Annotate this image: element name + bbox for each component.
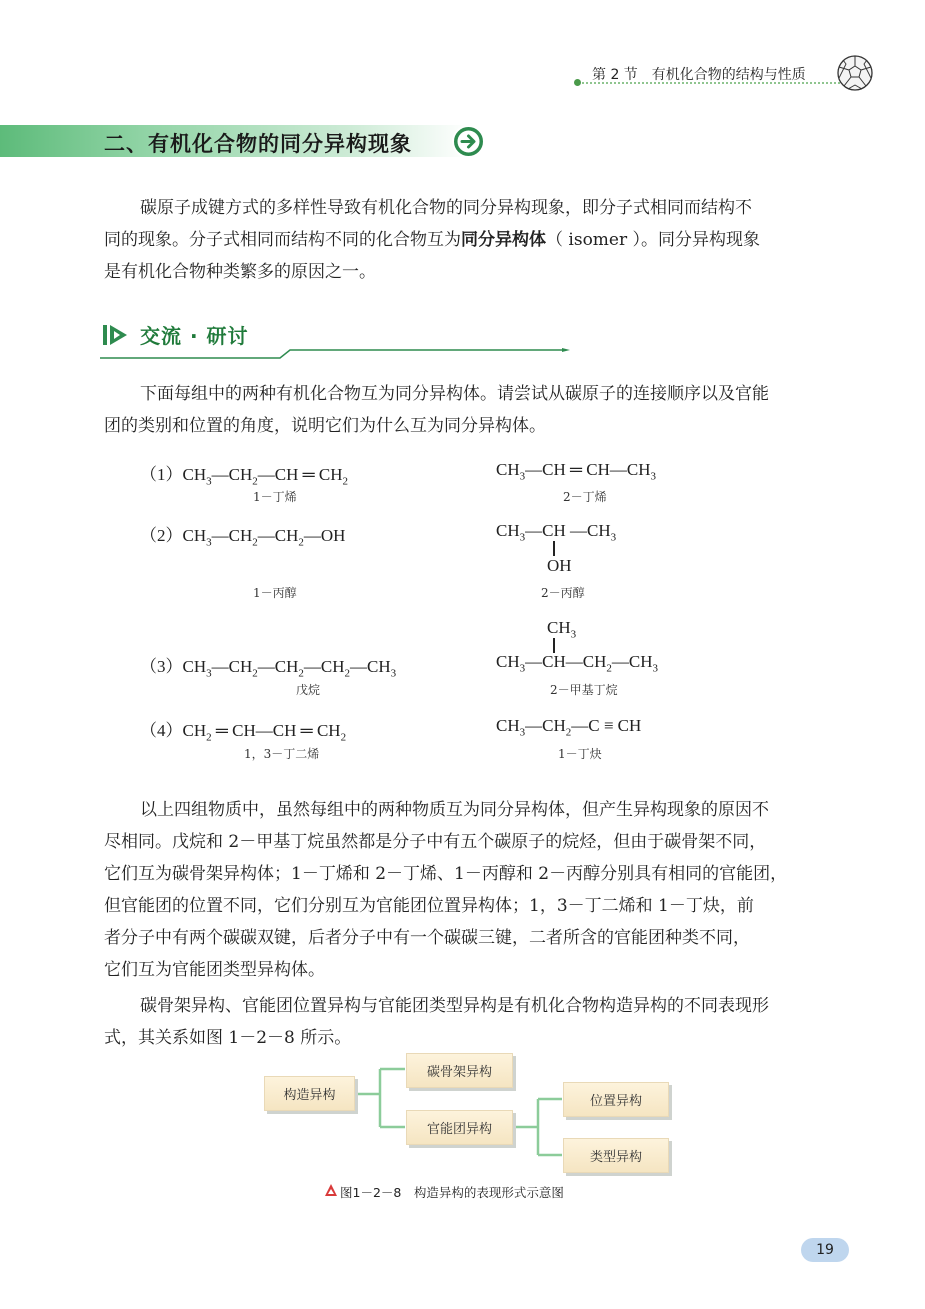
diagram-node-type-isomerism: 类型异构: [563, 1138, 669, 1173]
term-isomer: 同分异构体: [461, 230, 546, 250]
diagram-node-skeleton-isomerism: 碳骨架异构: [406, 1053, 513, 1088]
explanation-line-7: 碳骨架异构、官能团位置异构与官能团类型异构是有机化合物构造异构的不同表现形: [140, 996, 769, 1016]
group-1-right-formula: $CH_3—CH$ ═ $CH—CH_3$: [496, 460, 657, 483]
group-1-right-name: 2－丁烯: [563, 490, 607, 504]
group-2-left-name: 1－丙醇: [253, 586, 297, 600]
discussion-line-1: 下面每组中的两种有机化合物互为同分异构体。请尝试从碳原子的连接顺序以及官能: [140, 384, 769, 404]
hydroxyl-group: OH: [547, 556, 572, 575]
group-4-right-name: 1－丁炔: [558, 747, 602, 761]
explanation-line-3: 它们互为碳骨架异构体；1－丁烯和 2－丁烯、1－丙醇和 2－丙醇分别具有相同的官能团，: [104, 864, 788, 884]
group-3-left-formula: $(3)CH_3—CH_2—CH_2—CH_2—CH_3$: [140, 657, 397, 680]
group-2-left-formula: $(2)CH_3—CH_2—CH_2—OH$: [140, 526, 346, 549]
section-title: 二、有机化合物的同分异构现象: [104, 132, 412, 156]
group-4-left-name: 1，3－丁二烯: [244, 747, 320, 761]
intro-line-2-b: （ isomer ）。同分异构现象: [546, 230, 761, 250]
group-4-left-formula: $(4)CH_2$ ═ CH—CH ═ $CH_2$: [140, 721, 347, 744]
methyl-branch: $CH_3$: [547, 618, 577, 641]
explanation-line-4: 但官能团的位置不同，它们分别互为官能团位置异构体；1，3－丁二烯和 1－丁炔，前: [104, 896, 754, 916]
page-number: 19: [801, 1238, 849, 1262]
diagram-node-structural-isomerism: 构造异构: [264, 1076, 355, 1111]
group-4-right-formula: $CH_3—CH_2—C$ ≡ CH: [496, 716, 642, 739]
explanation-line-1: 以上四组物质中，虽然每组中的两种物质互为同分异构体，但产生异构现象的原因不: [140, 800, 769, 820]
group-2-right-name: 2－丙醇: [541, 586, 585, 600]
diagram-node-position-isomerism: 位置异构: [563, 1082, 669, 1117]
group-1-left-formula: $(1)CH_3—CH_2—CH$ ═ $CH_2$: [140, 465, 349, 488]
intro-line-1: 碳原子成键方式的多样性导致有机化合物的同分异构现象，即分子式相同而结构不: [140, 198, 752, 218]
diagram-node-functional-isomerism: 官能团异构: [406, 1110, 513, 1145]
discussion-line-2: 团的类别和位置的角度，说明它们为什么互为同分异构体。: [104, 416, 546, 436]
group-3-right-name: 2－甲基丁烷: [550, 683, 618, 697]
discussion-title: 交流 · 研讨: [140, 324, 249, 348]
group-1-left-name: 1－丁烯: [253, 490, 297, 504]
explanation-line-8: 式，其关系如图 1－2－8 所示。: [104, 1028, 352, 1048]
figure-caption: 图1－2－8 构造异构的表现形式示意图: [340, 1185, 564, 1200]
intro-line-2-a: 同的现象。分子式相同而结构不同的化合物互为: [104, 230, 461, 250]
explanation-line-5: 者分子中有两个碳碳双键，后者分子中有一个碳碳三键，二者所含的官能团种类不同，: [104, 928, 750, 948]
group-2-right-formula: $CH_3—CH$ $—CH_3$: [496, 521, 617, 544]
caption-triangle-icon: [324, 1183, 338, 1197]
group-3-left-name: 戊烷: [296, 683, 321, 697]
group-3-right-formula: $CH_3—CH—CH_2—CH_3$: [496, 652, 658, 675]
explanation-line-6: 它们互为官能团类型异构体。: [104, 960, 325, 980]
explanation-line-2: 尽相同。戊烷和 2－甲基丁烷虽然都是分子中有五个碳原子的烷烃，但由于碳骨架不同，: [104, 832, 767, 852]
running-header: 第 2 节 有机化合物的结构与性质: [592, 67, 806, 83]
intro-line-3: 是有机化合物种类繁多的原因之一。: [104, 262, 376, 282]
